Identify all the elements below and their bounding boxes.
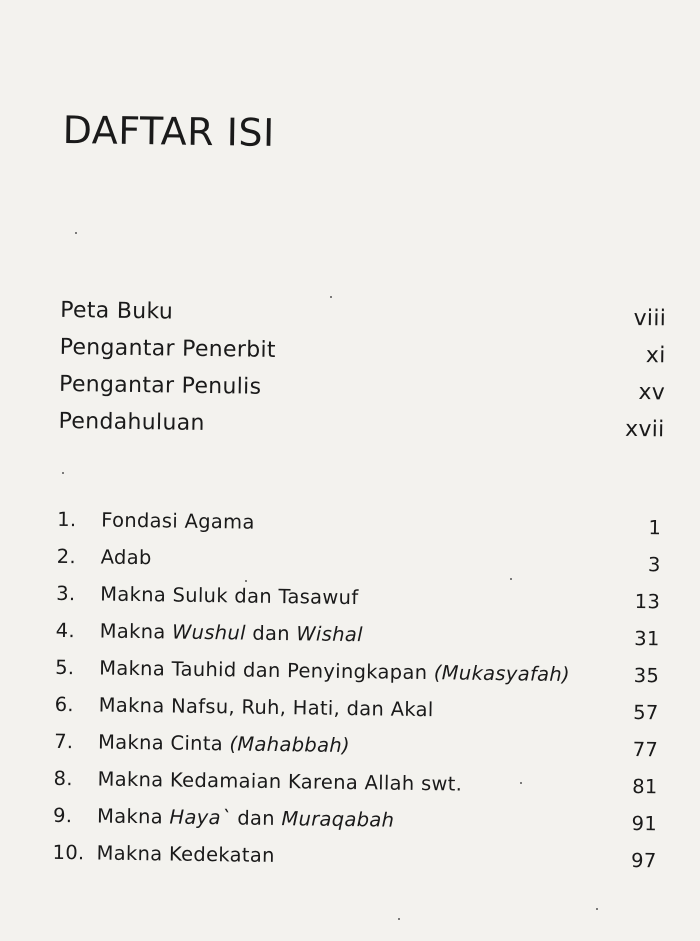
toc-entry-title: Pengantar Penerbit <box>59 334 276 363</box>
chapter-title-part: Fondasi Agama <box>101 508 255 534</box>
chapter-title-italic-part: Wushul <box>171 620 246 645</box>
chapter-title <box>101 509 621 539</box>
chapter-page: 1 <box>648 516 662 540</box>
toc-entry-title: Pengantar Penulis <box>58 371 262 400</box>
chapter-page: 3 <box>647 553 661 577</box>
chapter-page: 97 <box>630 848 657 873</box>
chapter-title-part: Makna Tauhid dan Penyingkapan <box>99 656 435 685</box>
chapter-number: 2. <box>56 544 77 569</box>
chapter-page: 57 <box>633 700 659 725</box>
chapter-page: 13 <box>634 589 661 614</box>
paper-speck <box>330 296 332 298</box>
chapter-title-part: Makna Kedamaian Karena Allah swt. <box>97 767 463 796</box>
page-title: DAFTAR ISI <box>62 107 276 155</box>
chapter-title-italic-part: (Mahabbah) <box>229 732 351 758</box>
chapter-title-part: Makna Suluk dan Tasawuf <box>100 582 359 610</box>
chapter-number: 1. <box>57 507 77 532</box>
paper-speck <box>245 580 247 582</box>
paper-speck <box>520 782 522 784</box>
toc-front-entry <box>58 409 664 454</box>
paper-speck <box>398 918 400 920</box>
chapter-title-italic-part: (Mukasyafah) <box>433 661 571 687</box>
toc-chapter-entry <box>52 841 656 886</box>
chapter-title-italic-part: Haya` <box>169 805 231 830</box>
paper-speck <box>75 232 77 234</box>
front-matter-list <box>58 298 666 454</box>
chapter-page: 81 <box>631 774 658 799</box>
paper-speck <box>596 908 598 910</box>
chapter-title-part: Makna Cinta <box>97 730 230 756</box>
chapter-title-part: dan <box>245 621 297 646</box>
chapter-title-part: dan <box>230 806 282 831</box>
chapter-list <box>52 508 661 886</box>
paper-speck <box>510 578 512 580</box>
toc-entry-page: xvii <box>624 416 665 443</box>
toc-entry-page: xi <box>645 343 666 369</box>
chapter-title-part: Makna Kedekatan <box>96 841 275 867</box>
chapter-title-part: Makna <box>99 619 173 644</box>
toc-entry-page: viii <box>633 305 667 332</box>
chapter-title-italic-part: Muraqabah <box>281 807 395 832</box>
toc-entry-page: xv <box>638 380 666 406</box>
chapter-page: 77 <box>632 737 659 762</box>
chapter-number: 10. <box>52 840 85 865</box>
toc-entry-title: Peta Buku <box>59 297 174 325</box>
chapter-number: 7. <box>53 729 74 754</box>
chapter-title-italic-part: Wishal <box>296 622 363 647</box>
chapter-number: 5. <box>55 655 75 680</box>
chapter-number: 3. <box>56 581 76 606</box>
chapter-page: 31 <box>634 626 660 651</box>
chapter-page: 91 <box>631 811 658 836</box>
chapter-page: 35 <box>633 663 660 688</box>
toc-entry-title: Pendahuluan <box>58 408 205 436</box>
chapter-number: 9. <box>52 803 73 828</box>
paper-speck <box>62 472 64 474</box>
chapter-title-part: Adab <box>100 545 152 570</box>
chapter-title-part: Makna Nafsu, Ruh, Hati, dan Akal <box>98 693 434 722</box>
chapter-number: 4. <box>55 618 76 643</box>
chapter-number: 6. <box>54 692 75 717</box>
chapter-title-part: Makna <box>96 804 170 829</box>
chapter-number: 8. <box>53 766 74 791</box>
